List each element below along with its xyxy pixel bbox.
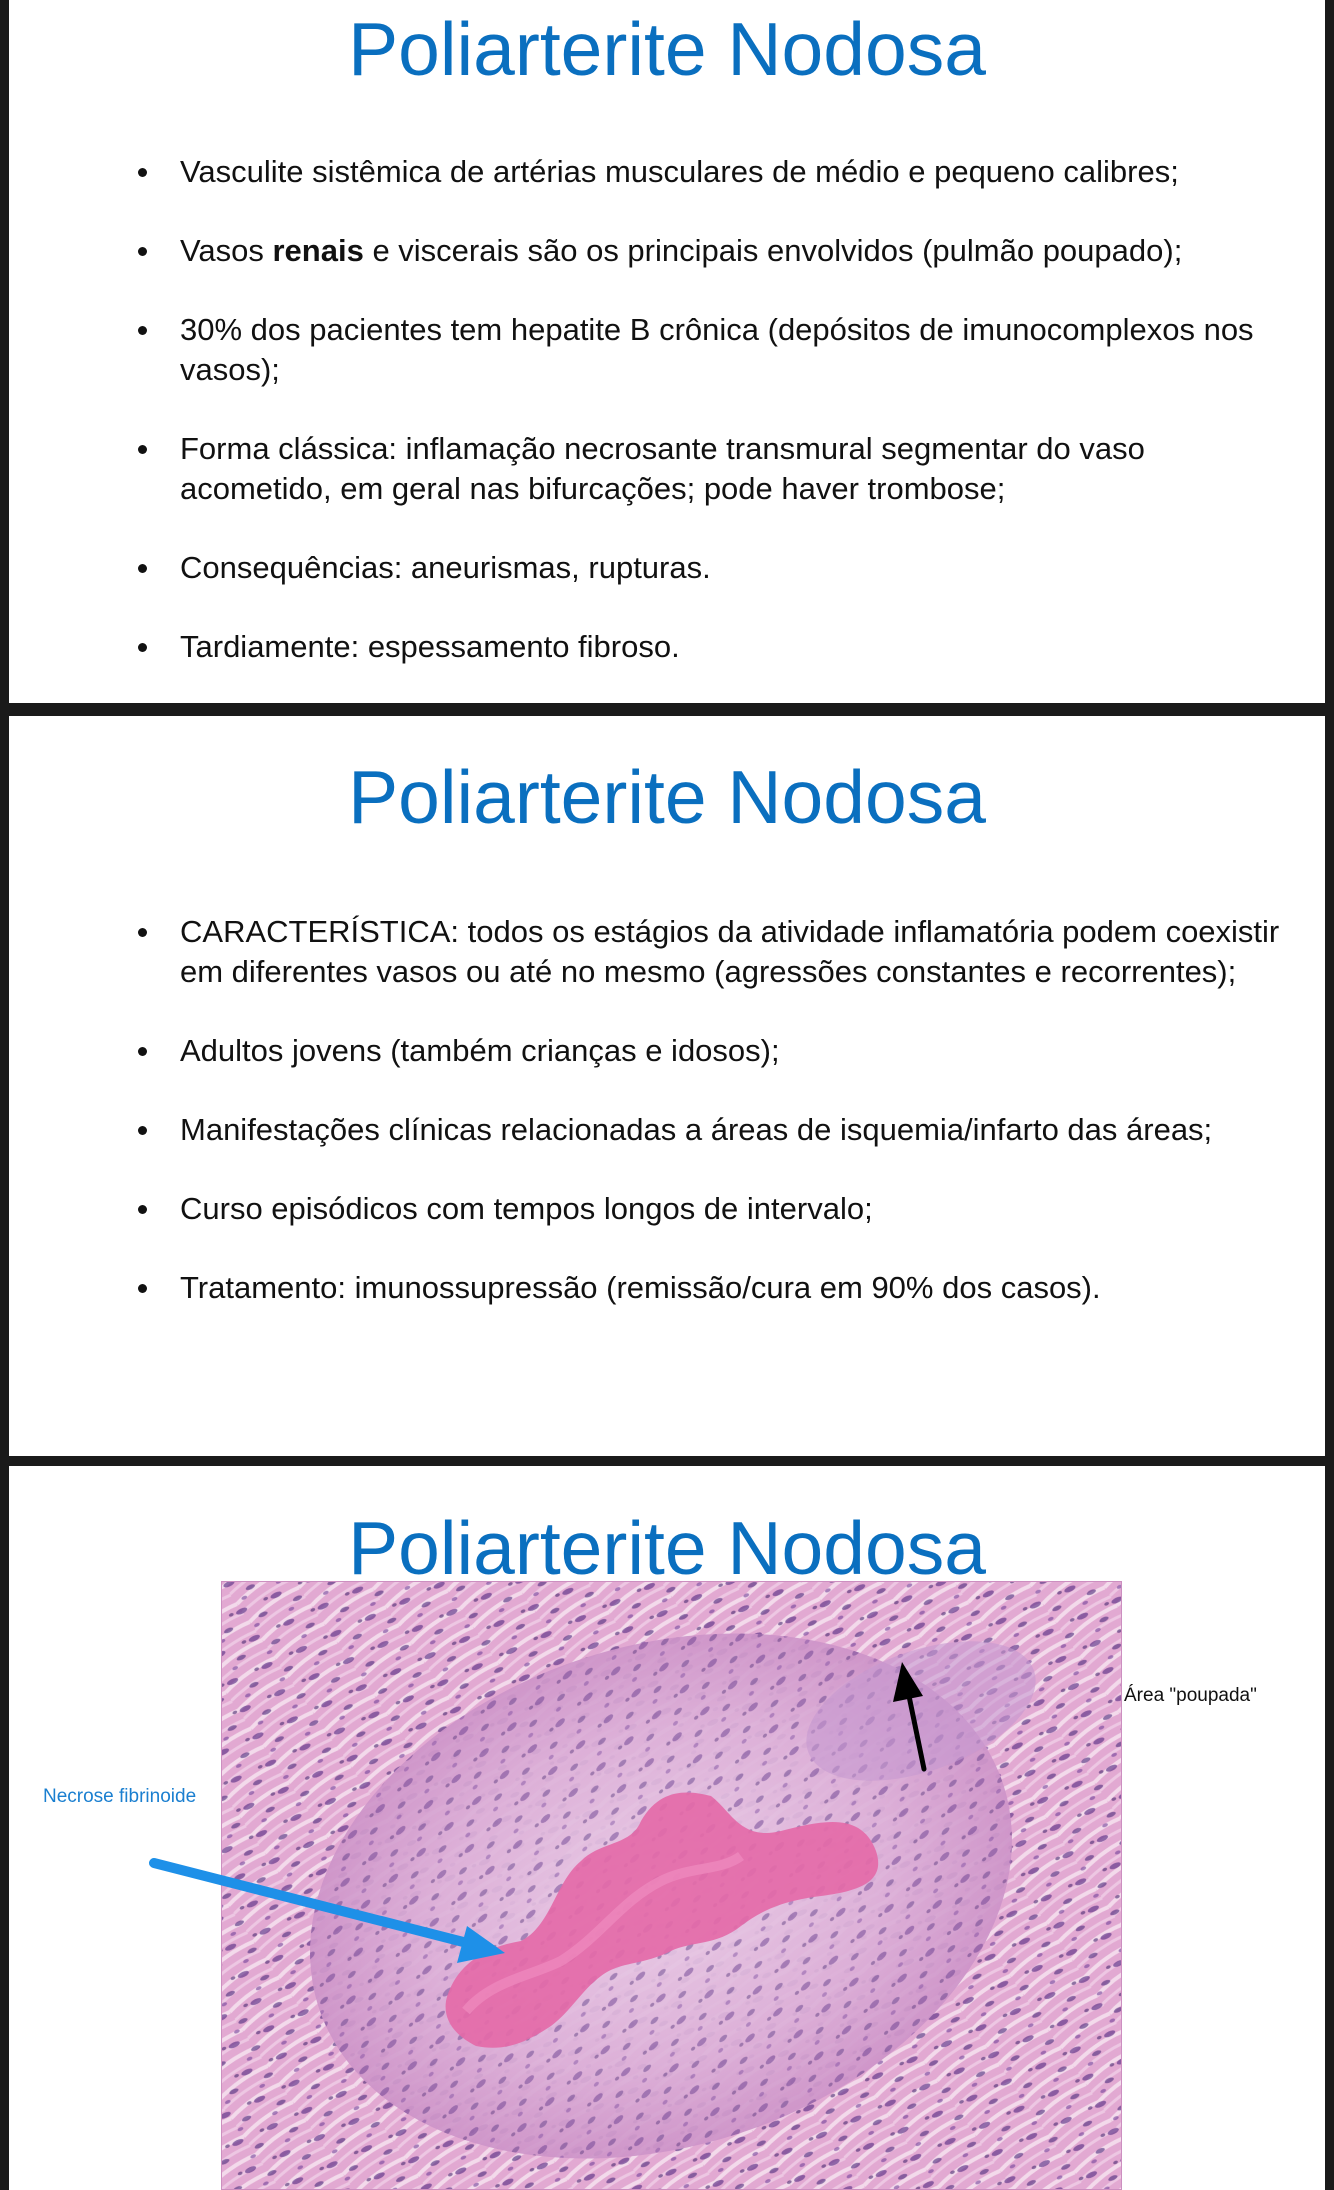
bold-term: renais bbox=[272, 233, 364, 268]
slide-title: Poliarterite Nodosa bbox=[348, 1506, 986, 1590]
bullet-item: CARACTERÍSTICA: todos os estágios da atividade inflamatória podem coexistir em diferentes vasos ou até no mesmo (agressões constantes e recorrentes); bbox=[134, 912, 1285, 992]
bullet-item: Adultos jovens (também crianças e idosos); bbox=[134, 1031, 1285, 1071]
label-area-poupada: Área "poupada" bbox=[1124, 1685, 1257, 1706]
bullet-item: Forma clássica: inflamação necrosante transmural segmentar do vaso acometido, em geral nas bifurcações; pode haver trombose; bbox=[134, 429, 1285, 509]
bullet-item: Consequências: aneurismas, rupturas. bbox=[134, 548, 1285, 588]
bullet-item: Vasculite sistêmica de artérias musculares de médio e pequeno calibres; bbox=[134, 152, 1285, 192]
bullet-item: Curso episódicos com tempos longos de intervalo; bbox=[134, 1189, 1285, 1229]
slide-title: Poliarterite Nodosa bbox=[348, 7, 986, 91]
bullet-item: Manifestações clínicas relacionadas a áreas de isquemia/infarto das áreas; bbox=[134, 1110, 1285, 1150]
label-necrose-fibrinoide: Necrose fibrinoide bbox=[43, 1786, 197, 1807]
bullet-item: Vasos renais e viscerais são os principais envolvidos (pulmão poupado); bbox=[134, 231, 1285, 271]
slide-1 bbox=[9, 0, 1325, 703]
bullet-item: Tardiamente: espessamento fibroso. bbox=[134, 627, 1285, 667]
slide-3 bbox=[9, 1466, 1325, 2190]
slide-2 bbox=[9, 716, 1325, 1456]
bullet-item: Tratamento: imunossupressão (remissão/cura em 90% dos casos). bbox=[134, 1268, 1285, 1308]
bullet-list bbox=[134, 912, 1285, 1347]
slide-title: Poliarterite Nodosa bbox=[348, 755, 986, 839]
bullet-item: 30% dos pacientes tem hepatite B crônica (depósitos de imunocomplexos nos vasos); bbox=[134, 310, 1285, 390]
histology-micrograph bbox=[221, 1581, 1122, 2190]
bullet-list bbox=[134, 152, 1285, 703]
